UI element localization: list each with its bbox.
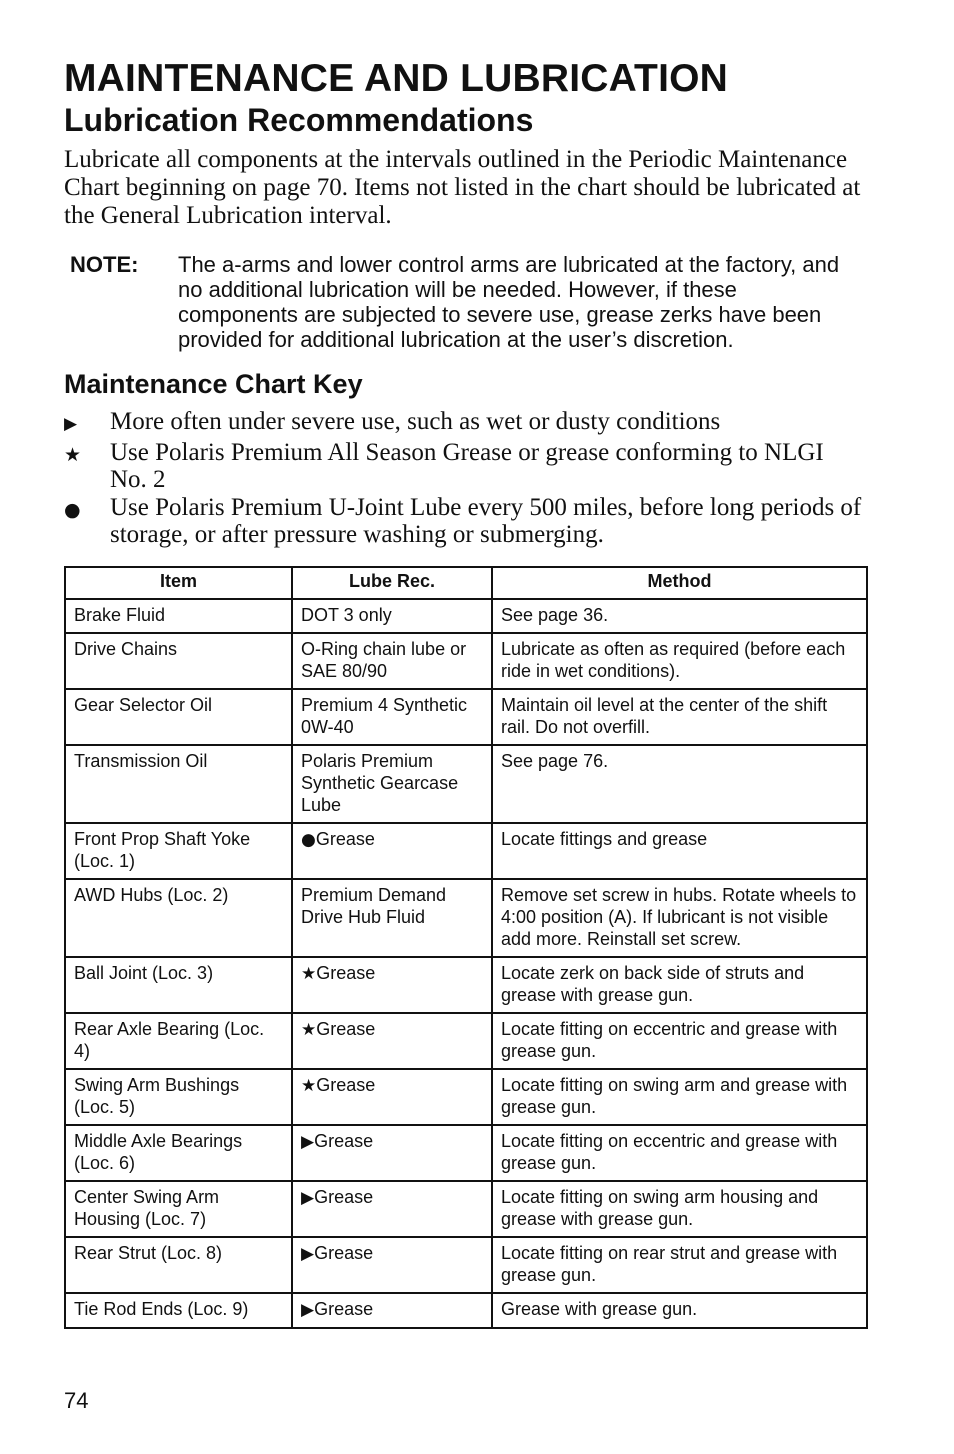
- key-item-severe: [64, 408, 866, 438]
- table-row: [65, 745, 867, 823]
- cell-lube: [292, 599, 492, 633]
- table-row: [65, 1013, 867, 1069]
- star-icon: ★: [301, 1076, 317, 1096]
- cell-lube: [292, 1069, 492, 1125]
- triangle-icon: ▶: [301, 1188, 315, 1208]
- intro-paragraph: Lubricate all components at the intervals outlined in the Periodic Maintenance Chart beginning on page 70. Items not listed in the chart should be lubricated at the General Lubrication interval.: [64, 146, 861, 229]
- table-body: [65, 599, 867, 1328]
- bullet-icon: ●: [64, 499, 81, 521]
- key-item-text: Use Polaris Premium All Season Grease or grease conforming to NLGI No. 2: [110, 439, 824, 493]
- cell-lube: [292, 1293, 492, 1328]
- section-title: Lubrication Recommendations: [64, 102, 534, 138]
- cell-lube: [292, 1125, 492, 1181]
- cell-item: Drive Chains: [65, 633, 292, 689]
- cell-method: Locate fitting on swing arm housing and grease with grease gun.: [492, 1181, 867, 1237]
- star-icon: ★: [64, 444, 82, 466]
- cell-item: Transmission Oil: [65, 745, 292, 823]
- cell-item: AWD Hubs (Loc. 2): [65, 879, 292, 957]
- cell-method: Locate fittings and grease: [492, 823, 867, 879]
- cell-lube: [292, 957, 492, 1013]
- key-item-text: More often under severe use, such as wet or dusty conditions: [110, 408, 721, 435]
- cell-method: Locate fitting on rear strut and grease with grease gun.: [492, 1237, 867, 1293]
- cell-lube: [292, 633, 492, 689]
- triangle-icon: ▶: [64, 414, 78, 434]
- lube-text: Premium Demand Drive Hub Fluid: [301, 885, 447, 927]
- cell-item: Gear Selector Oil: [65, 689, 292, 745]
- table-row: [65, 1069, 867, 1125]
- lube-text: Grease: [314, 1131, 374, 1151]
- cell-method: Locate fitting on eccentric and grease with grease gun.: [492, 1013, 867, 1069]
- header-method: Method: [492, 567, 867, 599]
- star-icon: ★: [301, 1020, 317, 1040]
- lube-text: Grease: [316, 1075, 376, 1095]
- cell-lube: [292, 1013, 492, 1069]
- cell-item: Ball Joint (Loc. 3): [65, 957, 292, 1013]
- lube-text: Premium 4 Synthetic 0W-40: [301, 695, 468, 737]
- cell-item: Rear Axle Bearing (Loc. 4): [65, 1013, 292, 1069]
- table-row: [65, 1125, 867, 1181]
- cell-lube: [292, 689, 492, 745]
- cell-item: Rear Strut (Loc. 8): [65, 1237, 292, 1293]
- table-row: [65, 599, 867, 633]
- cell-item: Center Swing Arm Housing (Loc. 7): [65, 1181, 292, 1237]
- page-content: [64, 56, 866, 1329]
- cell-method: Locate fitting on swing arm and grease with grease gun.: [492, 1069, 867, 1125]
- header-item: Item: [65, 567, 292, 599]
- cell-method: See page 36.: [492, 599, 867, 633]
- page-title: MAINTENANCE AND LUBRICATION: [64, 57, 729, 100]
- chart-key-heading: Maintenance Chart Key: [64, 369, 363, 399]
- table-row: [65, 1237, 867, 1293]
- table-row: [65, 823, 867, 879]
- cell-lube: [292, 823, 492, 879]
- triangle-icon: ▶: [301, 1300, 315, 1320]
- table-header-row: [65, 567, 867, 599]
- table-row: [65, 879, 867, 957]
- cell-method: See page 76.: [492, 745, 867, 823]
- cell-method: Locate fitting on eccentric and grease with grease gun.: [492, 1125, 867, 1181]
- lube-text: Grease: [316, 1019, 376, 1039]
- lube-text: Polaris Premium Synthetic Gearcase Lube: [301, 751, 459, 815]
- cell-method: Remove set screw in hubs. Rotate wheels to 4:00 position (A). If lubricant is not visible add more. Reinstall set screw.: [492, 879, 867, 957]
- lube-text: DOT 3 only: [301, 605, 392, 625]
- triangle-icon: ▶: [301, 1244, 315, 1264]
- star-icon: ★: [301, 964, 317, 984]
- cell-item: Front Prop Shaft Yoke (Loc. 1): [65, 823, 292, 879]
- lube-text: Grease: [314, 1299, 374, 1319]
- cell-method: Locate zerk on back side of struts and grease with grease gun.: [492, 957, 867, 1013]
- lube-text: Grease: [315, 829, 375, 849]
- table-row: [65, 689, 867, 745]
- cell-method: Lubricate as often as required (before each ride in wet conditions).: [492, 633, 867, 689]
- cell-method: Maintain oil level at the center of the shift rail. Do not overfill.: [492, 689, 867, 745]
- cell-lube: [292, 745, 492, 823]
- triangle-icon: ▶: [301, 1132, 315, 1152]
- key-item-grease: [64, 439, 866, 493]
- table-row: [65, 957, 867, 1013]
- note-label: NOTE:: [70, 252, 139, 277]
- note-text: The a-arms and lower control arms are lubricated at the factory, and no additional lubrication will be needed. However, if these components are subjected to severe use, grease zerks have been provided for additional lubrication at the user’s discretion.: [178, 252, 840, 352]
- lubrication-table: [64, 566, 868, 1329]
- cell-item: Tie Rod Ends (Loc. 9): [65, 1293, 292, 1328]
- header-lube: Lube Rec.: [292, 567, 492, 599]
- table-row: [65, 1181, 867, 1237]
- chart-key-list: [64, 408, 866, 548]
- cell-lube: [292, 879, 492, 957]
- lube-text: Grease: [314, 1187, 374, 1207]
- key-item-ujoint: [64, 494, 866, 548]
- table-row: [65, 1293, 867, 1328]
- cell-method: Grease with grease gun.: [492, 1293, 867, 1328]
- cell-item: Swing Arm Bushings (Loc. 5): [65, 1069, 292, 1125]
- lube-text: O-Ring chain lube or SAE 80/90: [301, 639, 467, 681]
- lube-text: Grease: [316, 963, 376, 983]
- cell-lube: [292, 1237, 492, 1293]
- page-number: 74: [64, 1388, 89, 1413]
- lube-text: Grease: [314, 1243, 374, 1263]
- key-item-text: Use Polaris Premium U-Joint Lube every 500 miles, before long periods of storage, or after pressure washing or submerging.: [110, 494, 862, 548]
- cell-item: Middle Axle Bearings (Loc. 6): [65, 1125, 292, 1181]
- cell-item: Brake Fluid: [65, 599, 292, 633]
- table-row: [65, 633, 867, 689]
- note-block: [70, 252, 866, 352]
- cell-lube: [292, 1181, 492, 1237]
- bullet-icon: ●: [301, 830, 316, 850]
